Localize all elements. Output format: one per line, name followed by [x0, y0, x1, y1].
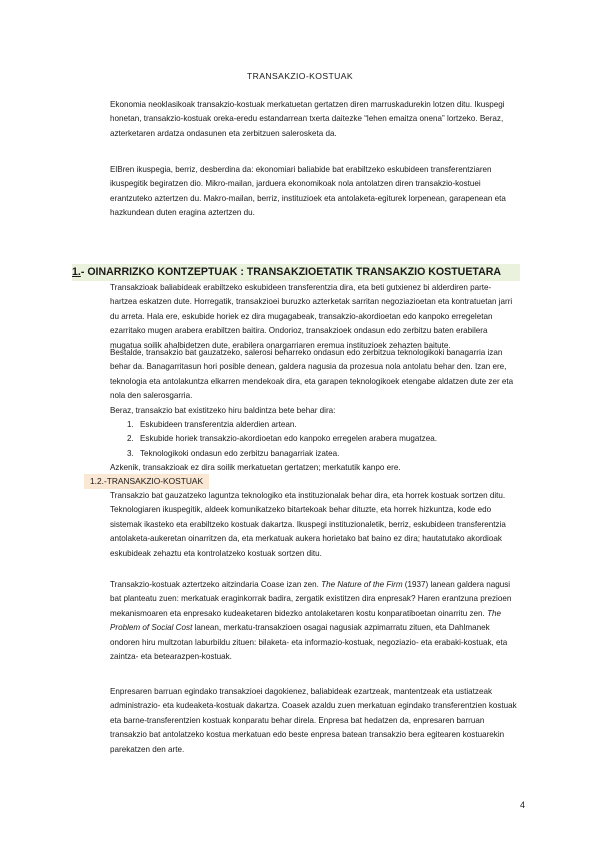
list-item: 2. Eskubide horiek transakzio-akordioetan edo kanpoko erregelen arabera mugatzea. [136, 432, 518, 446]
section-1-paragraph-1 [110, 281, 518, 353]
list-item: 3. Teknologikoki ondasun edo zerbitzu banagarriak izatea. [136, 447, 518, 461]
text-run: lanean, merkatu-transakzioen osagai nagusiak azpimarratu zituen, eta Dahlmanek ondoren hiru multzotan laburbildu zituen: bilaketa- eta informazio-kostuak, negoziazio- eta erabaki-kostuak, eta zaintza- eta betearazpen-kostuak. [110, 623, 508, 662]
page-title: TRANSAKZIO-KOSTUAK [246, 71, 354, 81]
section-1-title: - OINARRIZKO KONTZEPTUAK : TRANSAKZIOETATIK TRANSAKZIO KOSTUETARA [80, 266, 502, 278]
section-1-text-4: Azkenik, transakzioak ez dira soilik merkatuetan gertatzen; merkatutik kanpo ere. [110, 463, 401, 473]
book-title: The Nature of the Firm [321, 580, 403, 589]
text-run: Transakzio-kostuak aztertzeko aitzindaria Coase izan zen. [110, 580, 322, 589]
conditions-list [110, 418, 518, 461]
section-1-text-1: Transakzioak baliabideak erabiltzeko eskubideen transferentzia dira, eta beti gutxienez bi alderdiren parte-hartzea eskatzen dute. Horregatik, transakzioei buruzko azterketak sarritan negoziazioetan eta kontratuetan jarri du arreta. Hala ere, eskubide horiek ez dira mugagabeak, transakzio-akordioetan edo kanpoko erregeletan ezarritako mugen arabera erabiltzen baitira. Ondorioz, transakzioek ondasun edo zerbitzu baten erabilera mugatua soilik ahalbidetzen dute, erabilera onargarriaren eremua instituzioek zehazten baitute. [110, 283, 513, 350]
section-1-paragraph-2 [110, 346, 518, 476]
section-1-2-paragraph-2 [110, 578, 518, 664]
section-1-heading [72, 264, 520, 281]
section-1-number: 1. [72, 266, 81, 278]
section-1-text-2: Bestalde, transakzio bat gauzatzeko, salerosi beharreko ondasun edo zerbitzua teknologikoki banagarria izan behar da. Banagarritasun hori posible denean, galdera nagusia da prozesua nola antolatu behar den. Izan ere, teknologia eta antolakuntza elkarren mendekoak dira, eta garapen teknologikoek etengabe aldatzen dute zer eta nola den salerosgarria. [110, 348, 514, 401]
intro-text-1: Ekonomia neoklasikoak transakzio-kostuak merkatuetan gertatzen diren marruskadurekin lotzen ditu. Ikuspegi honetan, transakzio-kostuak oreka-eredu estandarrean txerta daitezke “lehen emaitza onena” lortzeko. Beraz, azterketaren ardatza ondasunen eta zerbitzuen salerosketa da. [110, 100, 505, 138]
intro-text-2: ElBren ikuspegia, berriz, desberdina da: ekonomiari baliabide bat erabiltzeko eskubideen transferentziaren ikuspegitik begiratzen dio. Mikro-mailan, jarduera ekonomikoak nola antolatzen diren transakzio-kostuei erantzuteko aztertzen du. Makro-mailan, berriz, instituzioek eta antolaketa-egiturek lorpenean, garapenean eta hazkundean duten eragina aztertzen du. [110, 165, 506, 218]
intro-paragraph-1 [110, 98, 518, 141]
section-1-2-heading: 1.2.-TRANSAKZIO-KOSTUAK [84, 474, 209, 489]
section-1-2-text-2 [110, 578, 518, 664]
list-item: 1. Eskubideen transferentzia alderdien artean. [136, 418, 518, 432]
intro-paragraph-2 [110, 163, 518, 221]
section-1-2-text-1: Transakzio bat gauzatzeko laguntza teknologiko eta instituzionalak behar dira, eta horrek kostuak sortzen ditu. Teknologiaren ikuspegitik, aldeek komunikatzeko bitartekoak behar dituzte, eta horrek hizkuntza, kode edo sistemak ikasteko eta erabiltzeko kostuak dakartza. Ikuspegi instituzionaletik, berriz, eskubideen transferentzia antolaketa-aukeretan oinarritzen da, eta merkatuak aukera horietako bat baino ez dira; hautatutako akordioak eskubideak zehaztu eta kontrolatzeko kostuak sortzen ditu. [110, 491, 506, 558]
text-run: (1937) lanean galdera nagusi bat planteatu zuen: merkatuak eraginkorrak badira, zergatik existitzen dira enpresak? Haren erantzuna prezioen mekanismoaren eta enpresako kudeaketaren bidezko antolaketaren kostu konparatiboetan oinarritu zen. [110, 580, 512, 618]
section-1-text-3: Beraz, transakzio bat existitzeko hiru baldintza bete behar dira: [110, 405, 336, 415]
section-1-2-text-3: Enpresaren barruan egindako transakzioei dagokienez, baliabideak ezartzeak, mantentzeak eta ustiatzeak administrazio- eta kudeaketa-kostuak dakartza. Coasek azaldu zuen merkatuan egindako transferentzien kostuak eta barne-transferentzien kostuak konparatu behar direla. Enpresa bat hedatzen da, enpresaren barruan transakzio bat antolatzeko kostua merkatuan edo beste enpresa batean transakzio bera egitearen kostuarekin parekatzen den arte. [110, 687, 517, 754]
section-1-2-paragraph-1 [110, 489, 518, 561]
book-title: The Problem of Social Cost [110, 608, 502, 633]
page-number: 4 [520, 800, 526, 810]
section-1-2-paragraph-3 [110, 685, 518, 757]
